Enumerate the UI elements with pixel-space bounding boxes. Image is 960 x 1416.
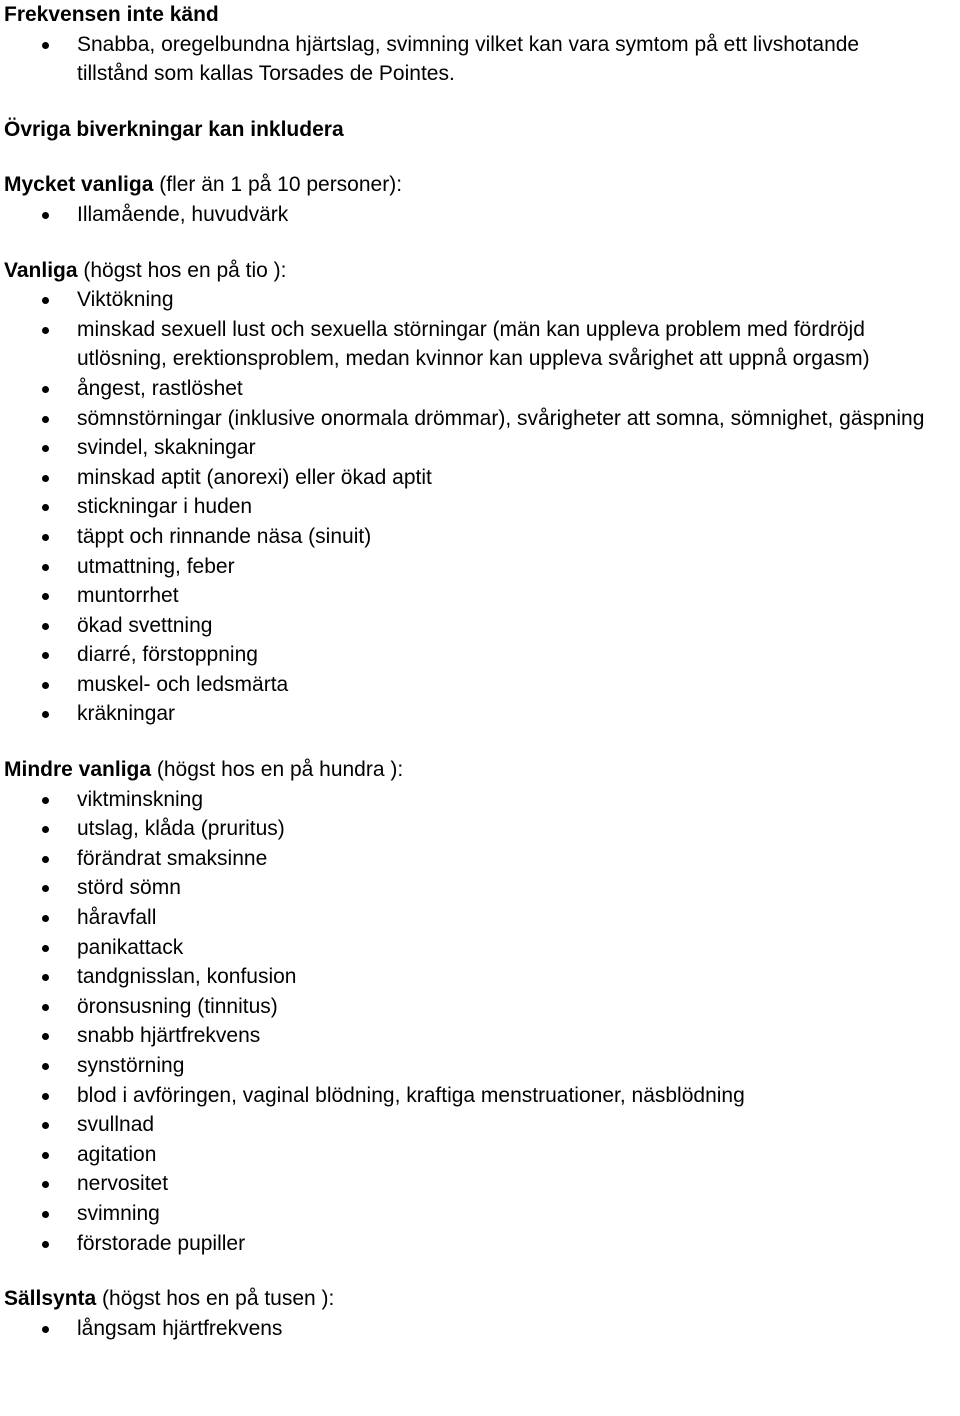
list-item: Snabba, oregelbundna hjärtslag, svimning vilket kan vara symtom på ett livshotande tillstånd som kallas Torsades de Pointes. <box>4 30 960 89</box>
list-item: förändrat smaksinne <box>4 844 960 874</box>
list-item: synstörning <box>4 1051 960 1081</box>
list-item: kräkningar <box>4 699 960 729</box>
frequency-note: (högst hos en på tio ): <box>77 258 287 282</box>
list-less-common <box>4 785 960 1259</box>
section-heading-very-common <box>4 170 960 200</box>
frequency-label: Mindre vanliga <box>4 758 152 782</box>
frequency-note: (fler än 1 på 10 personer): <box>153 173 403 197</box>
list-item: håravfall <box>4 903 960 933</box>
frequency-label: Mycket vanliga <box>4 173 154 197</box>
list-item: ångest, rastlöshet <box>4 374 960 404</box>
list-item: muskel- och ledsmärta <box>4 670 960 700</box>
frequency-label: Vanliga <box>4 258 78 282</box>
list-item: svullnad <box>4 1110 960 1140</box>
section-heading-freq-unknown: Frekvensen inte känd <box>4 3 219 26</box>
list-item: snabb hjärtfrekvens <box>4 1021 960 1051</box>
list-item: minskad sexuell lust och sexuella störningar (män kan uppleva problem med fördröjd utlösning, erektionsproblem, medan kvinnor kan uppleva svårighet att uppnå orgasm) <box>4 315 960 374</box>
list-item: tandgnisslan, konfusion <box>4 962 960 992</box>
list-item: störd sömn <box>4 873 960 903</box>
section-heading-common <box>4 256 960 286</box>
list-item: täppt och rinnande näsa (sinuit) <box>4 522 960 552</box>
list-item: förstorade pupiller <box>4 1229 960 1259</box>
list-freq-unknown <box>4 30 960 89</box>
list-item: utslag, klåda (pruritus) <box>4 814 960 844</box>
list-very-common <box>4 200 960 230</box>
list-item: Viktökning <box>4 285 960 315</box>
list-item: agitation <box>4 1140 960 1170</box>
list-item: panikattack <box>4 933 960 963</box>
list-item: svindel, skakningar <box>4 433 960 463</box>
list-item: ökad svettning <box>4 611 960 641</box>
list-item: långsam hjärtfrekvens <box>4 1314 960 1344</box>
frequency-note: (högst hos en på tusen ): <box>96 1287 335 1311</box>
list-item: utmattning, feber <box>4 552 960 582</box>
frequency-label: Sällsynta <box>4 1287 97 1311</box>
section-heading-other: Övriga biverkningar kan inkludera <box>4 117 344 141</box>
list-item: diarré, förstoppning <box>4 640 960 670</box>
list-item: muntorrhet <box>4 581 960 611</box>
list-item: öronsusning (tinnitus) <box>4 992 960 1022</box>
list-item: svimning <box>4 1199 960 1229</box>
list-item: nervositet <box>4 1169 960 1199</box>
frequency-note: (högst hos en på hundra ): <box>151 758 404 782</box>
list-item: viktminskning <box>4 785 960 815</box>
list-common <box>4 285 960 729</box>
list-item: sömnstörningar (inklusive onormala drömmar), svårigheter att somna, sömnighet, gäspning <box>4 404 960 434</box>
list-item: blod i avföringen, vaginal blödning, kraftiga menstruationer, näsblödning <box>4 1081 960 1111</box>
list-item: minskad aptit (anorexi) eller ökad aptit <box>4 463 960 493</box>
list-item: Illamående, huvudvärk <box>4 200 960 230</box>
section-heading-less-common <box>4 755 960 785</box>
list-item: stickningar i huden <box>4 492 960 522</box>
list-rare <box>4 1314 960 1344</box>
section-heading-rare <box>4 1284 960 1314</box>
